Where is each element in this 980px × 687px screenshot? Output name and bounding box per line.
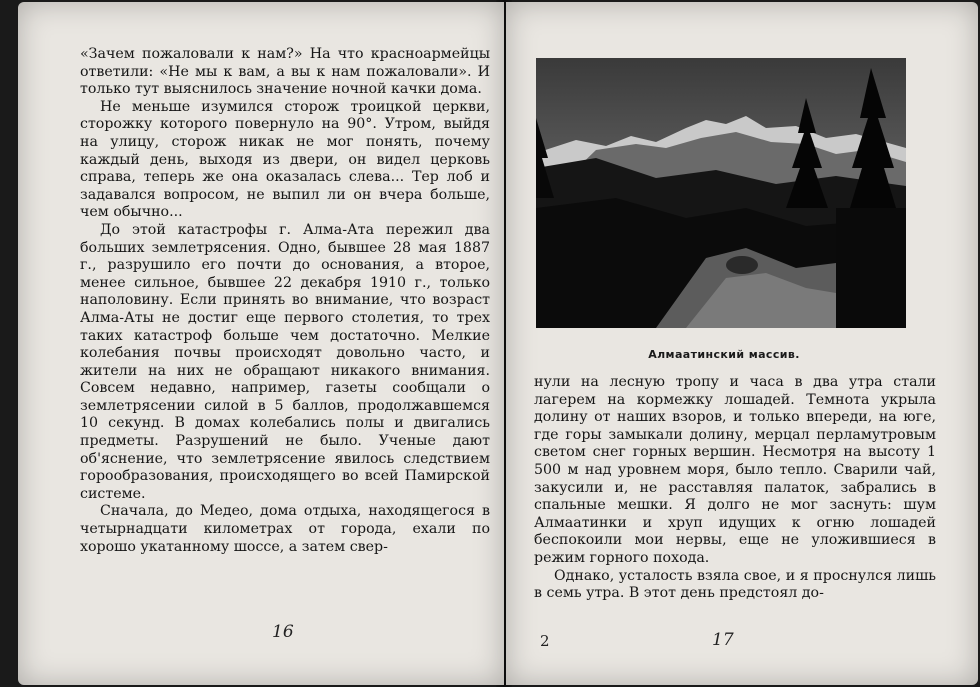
paragraph: Сначала, до Медео, дома отдыха, находящегося в четырнадцати километрах от города, ехали по хорошо укатанному шоссе, а затем свер- xyxy=(80,503,490,555)
left-page-text xyxy=(80,46,490,556)
page-number: 17 xyxy=(712,630,734,650)
paragraph: «Зачем пожаловали к нам?» На что красноармейцы ответили: «Не мы к вам, а вы к нам пожаловали». И только тут выяснилось значение ночной качки дома. xyxy=(80,46,490,98)
paragraph: нули на лесную тропу и часа в два утра стали лагерем на кормежку лошадей. Темнота укрыла долину от наших взоров, и только впереди, на юге, где горы замыкали долину, мерцал перламутровым светом снег горных вершин. Несмотря на высоту 1 500 м над уровнем моря, было тепло. Сварили чай, закусили и, не расставляя палаток, забрались в спальные мешки. Я долго не мог заснуть: шум Алмаатинки и хруп идущих к огню лошадей беспокоили мои нервы, еще не уложившиеся в режим горного похода. xyxy=(534,374,936,566)
signature-mark: 2 xyxy=(540,632,550,650)
right-page xyxy=(506,2,978,685)
photo-caption: Алмаатинский массив. xyxy=(648,348,800,361)
paragraph: Однако, усталость взяла свое, и я проснулся лишь в семь утра. В этот день предстоял до- xyxy=(534,567,936,602)
page-number: 16 xyxy=(272,622,294,642)
mountain-photo xyxy=(536,58,906,328)
paragraph: До этой катастрофы г. Алма-Ата пережил два больших землетрясения. Одно, бывшее 28 мая 1887 г., разрушило его почти до основания, а второе, менее сильное, бывшее 22 декабря 1910 г., только наполовину. Если принять во внимание, что возраст Алма-Аты не достиг еще первого столетия, то трех таких катастроф больше чем достаточно. Мелкие колебания почвы происходят довольно часто, и жители на них не обращают никакого внимания. Совсем недавно, например, газеты сообщали о землетрясении силой в 5 баллов, продолжавшемся 10 секунд. В домах колебались полы и двигались предметы. Разрушений не было. Ученые дают об'яснение, что землетрясение явилось следствием горообразования, происходящего во всей Памирской системе. xyxy=(80,221,490,502)
right-page-text xyxy=(534,374,936,603)
left-page xyxy=(18,2,504,685)
paragraph: Не меньше изумился сторож троицкой церкви, сторожку которого повернуло на 90°. Утром, выйдя на улицу, сторож никак не мог понять, почему каждый день, выходя из двери, он видел церковь справа, теперь же она оказалась слева... Тер лоб и задавался вопросом, не выпил ли он вчера больше, чем обычно... xyxy=(80,98,490,221)
